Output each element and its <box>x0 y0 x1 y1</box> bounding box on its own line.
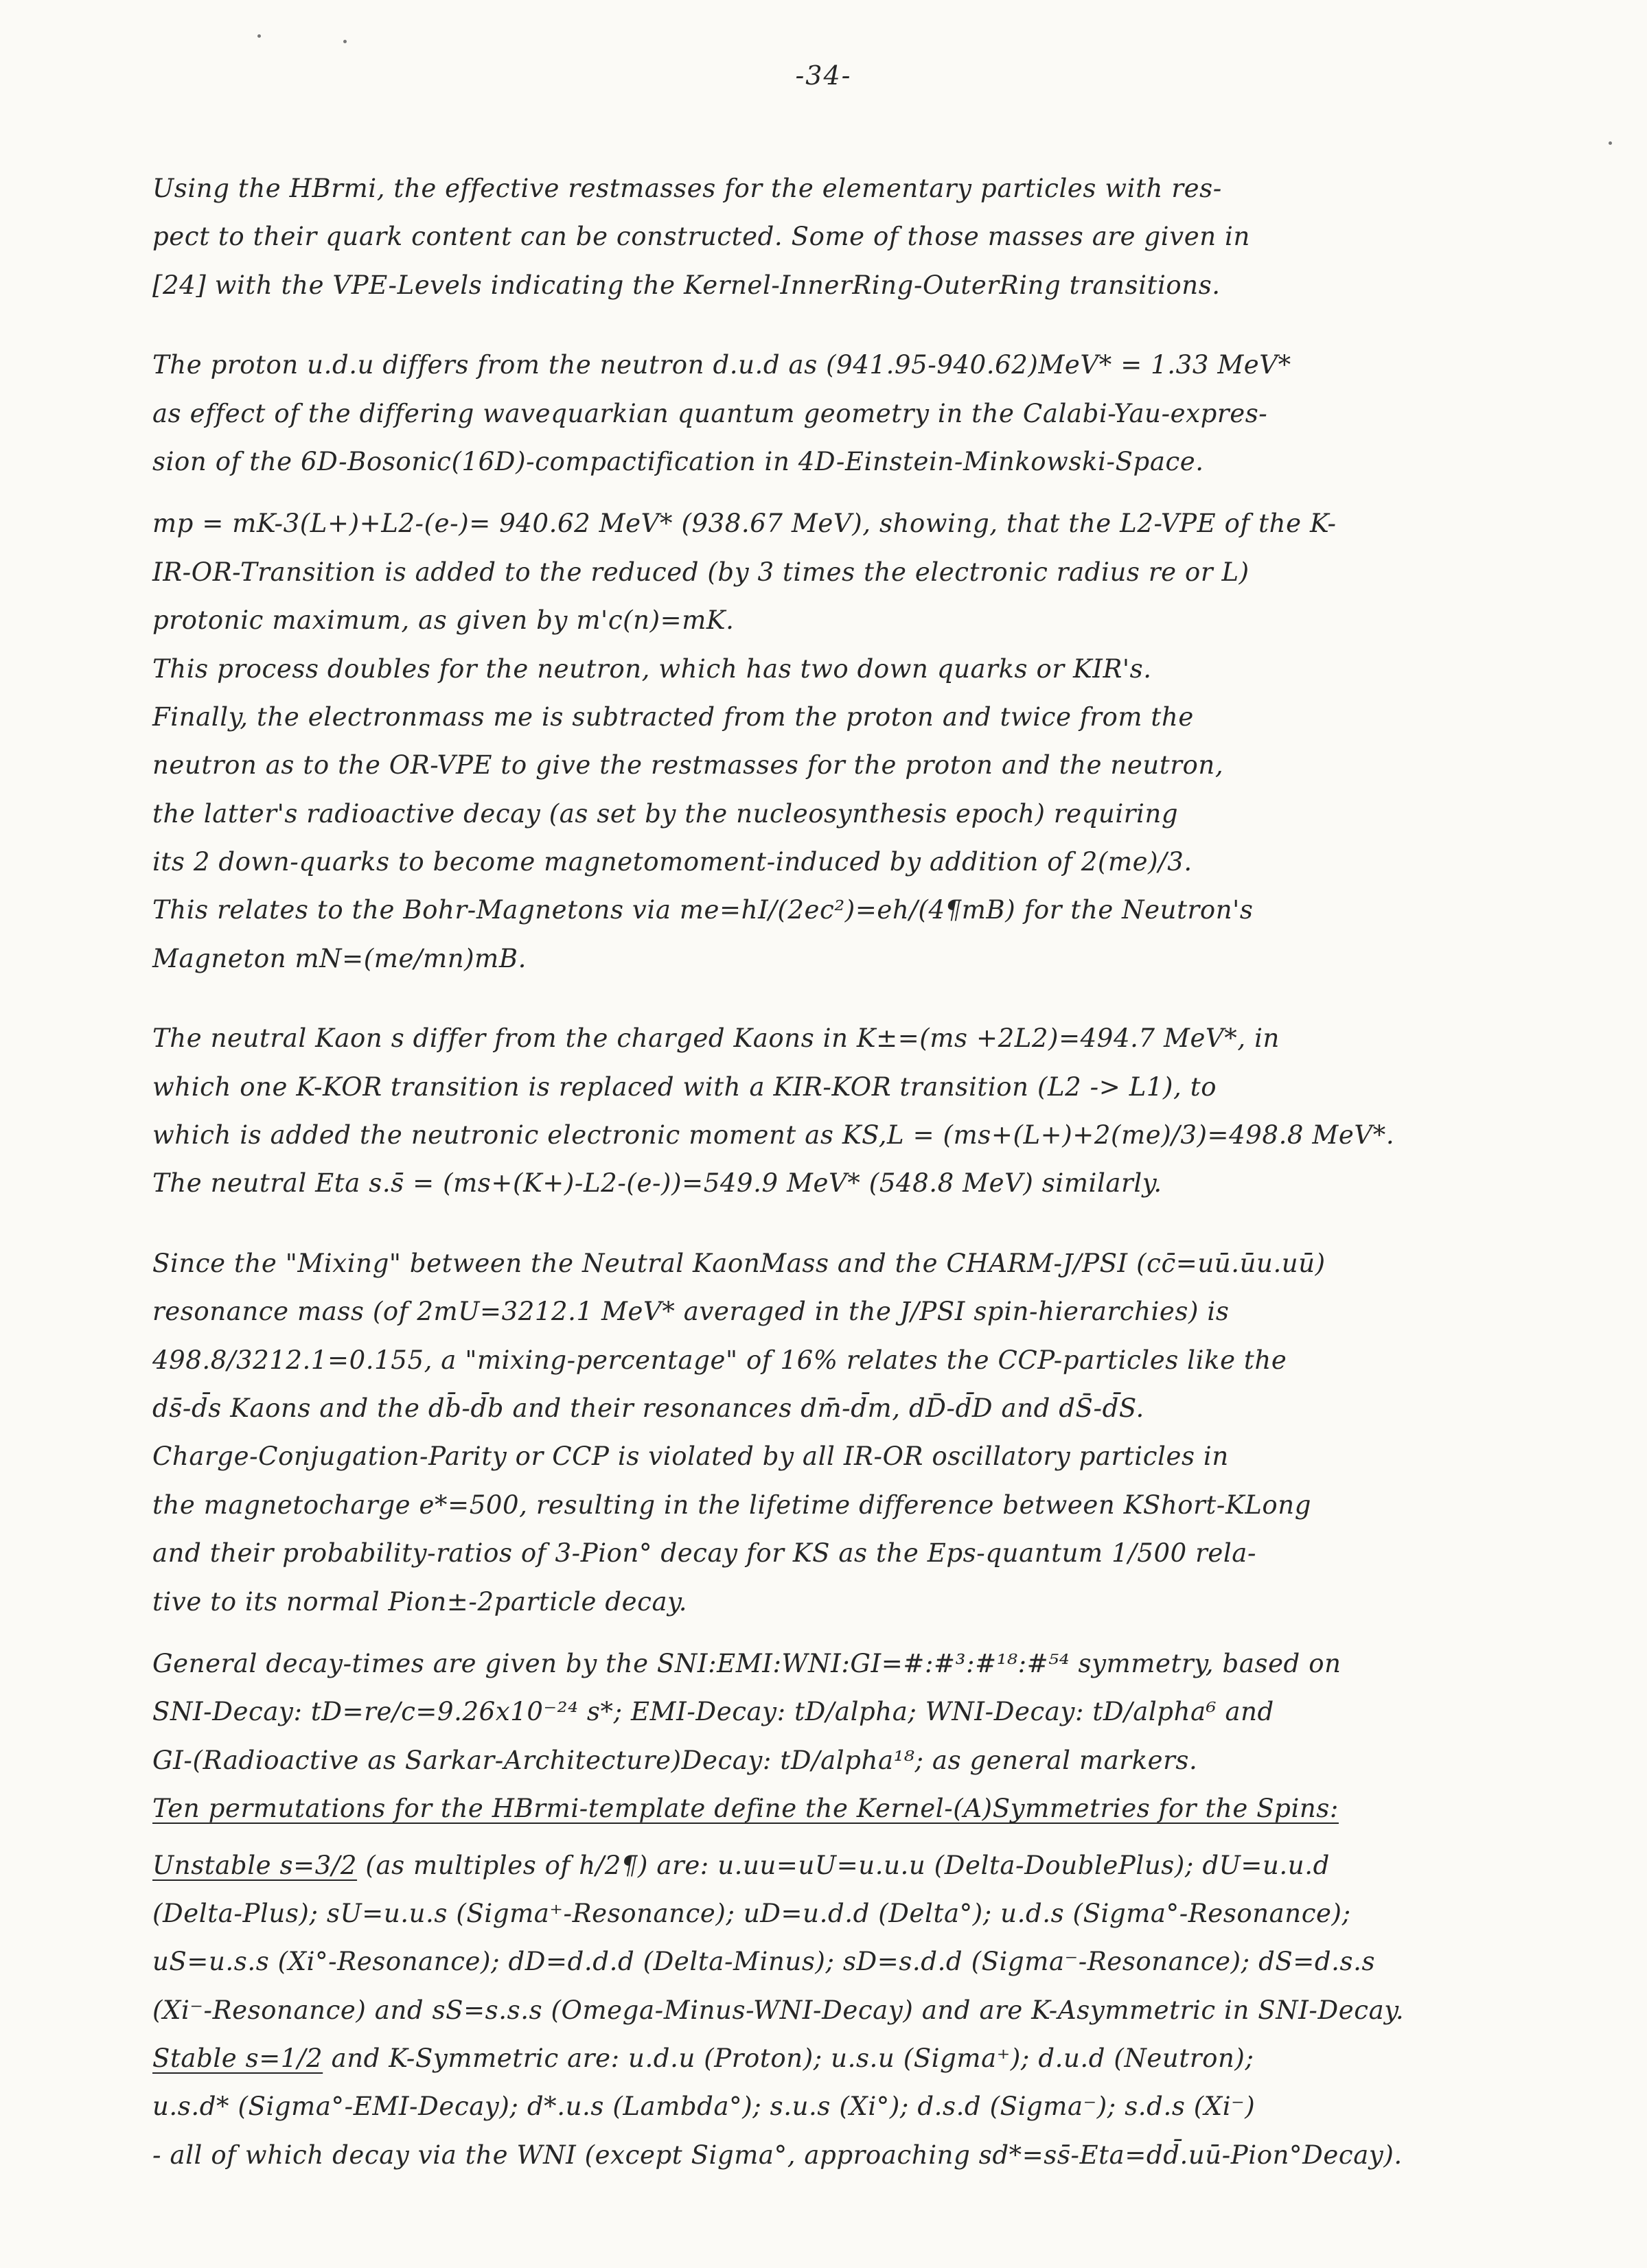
text-line: Using the HBrmi, the effective restmasses for the elementary particles with res- <box>152 174 1222 203</box>
text-line <box>152 1842 1525 1890</box>
paper-speck <box>1609 141 1612 145</box>
text-line: uS=u.s.s (Xi°-Resonance); dD=d.d.d (Delta-Minus); sD=s.d.d (Sigma⁻-Resonance); dS=d.s.s <box>152 1947 1376 1977</box>
text-line <box>152 2035 1525 2083</box>
paragraph-decay-times <box>152 1640 1525 1785</box>
paper-speck <box>257 34 261 38</box>
paragraph-unstable <box>152 1842 1525 2035</box>
text-line: This process doubles for the neutron, which has two down quarks or KIR's. <box>152 653 1152 684</box>
text-line: Magneton mN=(me/mn)mB. <box>152 943 527 973</box>
text-line: The neutral Eta s.s̄ = (ms+(K+)-L2-(e-))=549.9 MeV* (548.8 MeV) similarly. <box>152 1168 1162 1199</box>
text-line: SNI-Decay: tD=re/c=9.26x10⁻²⁴ s*; EMI-Decay: tD/alpha; WNI-Decay: tD/alpha⁶ and <box>152 1697 1274 1727</box>
stable-label: Stable s=1/2 <box>152 2044 323 2074</box>
paper-speck <box>343 40 347 43</box>
text-line: its 2 down-quarks to become magnetomoment-induced by addition of 2(me)/3. <box>152 847 1193 877</box>
text-line: (Delta-Plus); sU=u.u.s (Sigma⁺-Resonance); uD=u.d.d (Delta°); u.d.s (Sigma°-Resonance); <box>152 1898 1351 1928</box>
text-line: which one K-KOR transition is replaced with a KIR-KOR transition (L2 -> L1), to <box>152 1072 1217 1102</box>
paragraph-stable <box>152 2035 1525 2179</box>
text-line: sion of the 6D-Bosonic(16D)-compactification in 4D-Einstein-Minkowski-Space. <box>152 446 1204 476</box>
paragraph-mixing <box>152 1240 1525 1626</box>
text-line: General decay-times are given by the SNI:EMI:WNI:GI=#:#³:#¹⁸:#⁵⁴ symmetry, based on <box>152 1648 1341 1678</box>
text-line: mp = mK-3(L+)+L2-(e-)= 940.62 MeV* (938.67 MeV), showing, that the L2-VPE of the K- <box>152 509 1337 539</box>
text-line: Since the "Mixing" between the Neutral KaonMass and the CHARM-J/PSI (cc̄=uū.ūu.uū) <box>152 1248 1326 1278</box>
text-span: and K-Symmetric are: u.d.u (Proton); u.s.u (Sigma⁺); d.u.d (Neutron); <box>323 2044 1254 2074</box>
text-line: GI-(Radioactive as Sarkar-Architecture)Decay: tD/alpha¹⁸; as general markers. <box>152 1745 1198 1775</box>
text-line: neutron as to the OR-VPE to give the restmasses for the proton and the neutron, <box>152 750 1224 780</box>
text-line: as effect of the differing wavequarkian quantum geometry in the Calabi-Yau-expres- <box>152 398 1268 428</box>
text-line: - all of which decay via the WNI (except Sigma°, approaching sd*=ss̄-Eta=dd̄.uū-Pion°Decay). <box>152 2140 1403 2170</box>
paragraph-proton-neutron <box>152 341 1525 486</box>
text-line: [24] with the VPE-Levels indicating the Kernel-InnerRing-OuterRing transitions. <box>152 270 1221 300</box>
text-line: the magnetocharge e*=500, resulting in the lifetime difference between KShort-KLong <box>152 1490 1311 1520</box>
text-line: This relates to the Bohr-Magnetons via me=hI/(2ec²)=eh/(4¶mB) for the Neutron's <box>152 895 1254 925</box>
text-line: the latter's radioactive decay (as set by the nucleosynthesis epoch) requiring <box>152 798 1179 829</box>
paragraph-intro <box>152 165 1525 310</box>
text-line: (Xi⁻-Resonance) and sS=s.s.s (Omega-Minus-WNI-Decay) and are K-Asymmetric in SNI-Decay. <box>152 1995 1405 2025</box>
document-body <box>152 165 1525 2179</box>
text-line: 498.8/3212.1=0.155, a "mixing-percentage" of 16% relates the CCP-particles like the <box>152 1345 1287 1375</box>
text-line: IR-OR-Transition is added to the reduced (by 3 times the electronic radius re or L) <box>152 557 1249 587</box>
text-line: which is added the neutronic electronic moment as KS,L = (ms+(L+)+2(me)/3)=498.8 MeV*. <box>152 1120 1395 1150</box>
text-line: Charge-Conjugation-Parity or CCP is violated by all IR-OR oscillatory particles in <box>152 1442 1229 1472</box>
text-line: and their probability-ratios of 3-Pion° decay for KS as the Eps-quantum 1/500 rela- <box>152 1538 1257 1569</box>
text-line: resonance mass (of 2mU=3212.1 MeV* averaged in the J/PSI spin-hierarchies) is <box>152 1297 1230 1327</box>
paragraph-proton-mass <box>152 500 1525 983</box>
text-line: The proton u.d.u differs from the neutron d.u.d as (941.95-940.62)MeV* = 1.33 MeV* <box>152 350 1291 380</box>
text-line: u.s.d* (Sigma°-EMI-Decay); d*.u.s (Lambda°); s.u.s (Xi°); d.s.d (Sigma⁻); s.d.s (Xi⁻) <box>152 2092 1256 2122</box>
text-line: Finally, the electronmass me is subtracted from the proton and twice from the <box>152 702 1194 732</box>
unstable-label: Unstable s=3/2 <box>152 1850 358 1880</box>
text-line: pect to their quark content can be constructed. Some of those masses are given in <box>152 222 1250 252</box>
text-span: (as multiples of h/2¶) are: u.uu=uU=u.u.u (Delta-DoublePlus); dU=u.u.d <box>357 1850 1330 1880</box>
text-line: tive to its normal Pion±-2particle decay. <box>152 1586 688 1617</box>
text-line: protonic maximum, as given by m'c(n)=mK. <box>152 605 735 636</box>
paragraph-kaons <box>152 1015 1525 1208</box>
text-line: The neutral Kaon s differ from the charged Kaons in K±=(ms +2L2)=494.7 MeV*, in <box>152 1023 1280 1054</box>
text-line: ds̄-d̄s Kaons and the db̄-d̄b and their resonances dm̄-d̄m, dD̄-d̄D and dS̄-d̄S. <box>152 1393 1144 1423</box>
section-heading: Ten permutations for the HBrmi-template define the Kernel-(A)Symmetries for the Spins: <box>152 1794 1339 1824</box>
page-number: -34- <box>795 60 852 91</box>
